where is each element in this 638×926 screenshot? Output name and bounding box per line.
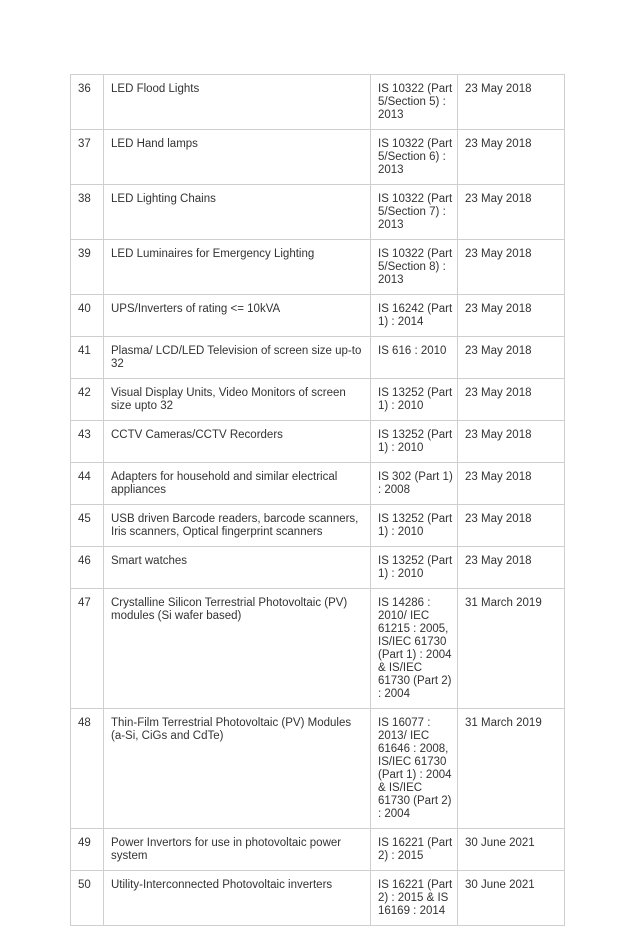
standard-cell: IS 10322 (Part 5/Section 7) : 2013 [371,185,458,240]
row-number-cell: 47 [71,589,104,709]
standard-cell: IS 16077 : 2013/ IEC 61646 : 2008, IS/IEC 61730 (Part 1) : 2004 & IS/IEC 61730 (Part 2) : 2004 [371,709,458,829]
table-row [71,421,565,463]
product-cell: Thin-Film Terrestrial Photovoltaic (PV) Modules (a-Si, CiGs and CdTe) [104,709,371,829]
standard-cell: IS 616 : 2010 [371,337,458,379]
product-cell: LED Lighting Chains [104,185,371,240]
date-cell: 23 May 2018 [458,547,565,589]
table-row [71,463,565,505]
row-number-cell: 49 [71,829,104,871]
standard-cell: IS 302 (Part 1) : 2008 [371,463,458,505]
row-number-cell: 45 [71,505,104,547]
date-cell: 23 May 2018 [458,75,565,130]
standard-cell: IS 13252 (Part 1) : 2010 [371,421,458,463]
product-cell: LED Luminaires for Emergency Lighting [104,240,371,295]
product-cell: Plasma/ LCD/LED Television of screen size up-to 32 [104,337,371,379]
row-number-cell: 43 [71,421,104,463]
date-cell: 23 May 2018 [458,185,565,240]
product-cell: Power Invertors for use in photovoltaic power system [104,829,371,871]
standard-cell: IS 13252 (Part 1) : 2010 [371,547,458,589]
row-number-cell: 50 [71,871,104,926]
date-cell: 30 June 2021 [458,829,565,871]
table-row [71,547,565,589]
standard-cell: IS 14286 : 2010/ IEC 61215 : 2005, IS/IEC 61730 (Part 1) : 2004 & IS/IEC 61730 (Part 2) : 2004 [371,589,458,709]
standard-cell: IS 10322 (Part 5/Section 8) : 2013 [371,240,458,295]
standard-cell: IS 10322 (Part 5/Section 6) : 2013 [371,130,458,185]
row-number-cell: 40 [71,295,104,337]
table-row [71,379,565,421]
standard-cell: IS 16221 (Part 2) : 2015 & IS 16169 : 2014 [371,871,458,926]
row-number-cell: 41 [71,337,104,379]
standards-table-body [71,75,565,926]
standard-cell: IS 16242 (Part 1) : 2014 [371,295,458,337]
product-cell: LED Flood Lights [104,75,371,130]
date-cell: 23 May 2018 [458,379,565,421]
row-number-cell: 44 [71,463,104,505]
table-row [71,829,565,871]
standards-table [70,74,565,926]
date-cell: 30 June 2021 [458,871,565,926]
table-row [71,240,565,295]
date-cell: 23 May 2018 [458,295,565,337]
standard-cell: IS 16221 (Part 2) : 2015 [371,829,458,871]
row-number-cell: 38 [71,185,104,240]
product-cell: CCTV Cameras/CCTV Recorders [104,421,371,463]
row-number-cell: 46 [71,547,104,589]
product-cell: Adapters for household and similar electrical appliances [104,463,371,505]
product-cell: LED Hand lamps [104,130,371,185]
product-cell: Smart watches [104,547,371,589]
table-row [71,589,565,709]
standard-cell: IS 10322 (Part 5/Section 5) : 2013 [371,75,458,130]
date-cell: 23 May 2018 [458,240,565,295]
table-row [71,709,565,829]
row-number-cell: 48 [71,709,104,829]
product-cell: Crystalline Silicon Terrestrial Photovoltaic (PV) modules (Si wafer based) [104,589,371,709]
date-cell: 23 May 2018 [458,421,565,463]
product-cell: Visual Display Units, Video Monitors of screen size upto 32 [104,379,371,421]
table-row [71,185,565,240]
row-number-cell: 36 [71,75,104,130]
date-cell: 23 May 2018 [458,463,565,505]
row-number-cell: 42 [71,379,104,421]
table-row [71,130,565,185]
date-cell: 31 March 2019 [458,589,565,709]
table-row [71,871,565,926]
table-row [71,295,565,337]
date-cell: 23 May 2018 [458,337,565,379]
standard-cell: IS 13252 (Part 1) : 2010 [371,505,458,547]
product-cell: USB driven Barcode readers, barcode scanners, Iris scanners, Optical fingerprint scanners [104,505,371,547]
product-cell: Utility-Interconnected Photovoltaic inverters [104,871,371,926]
date-cell: 23 May 2018 [458,505,565,547]
product-cell: UPS/Inverters of rating <= 10kVA [104,295,371,337]
date-cell: 31 March 2019 [458,709,565,829]
date-cell: 23 May 2018 [458,130,565,185]
row-number-cell: 39 [71,240,104,295]
table-row [71,505,565,547]
table-row [71,337,565,379]
standard-cell: IS 13252 (Part 1) : 2010 [371,379,458,421]
table-row [71,75,565,130]
row-number-cell: 37 [71,130,104,185]
